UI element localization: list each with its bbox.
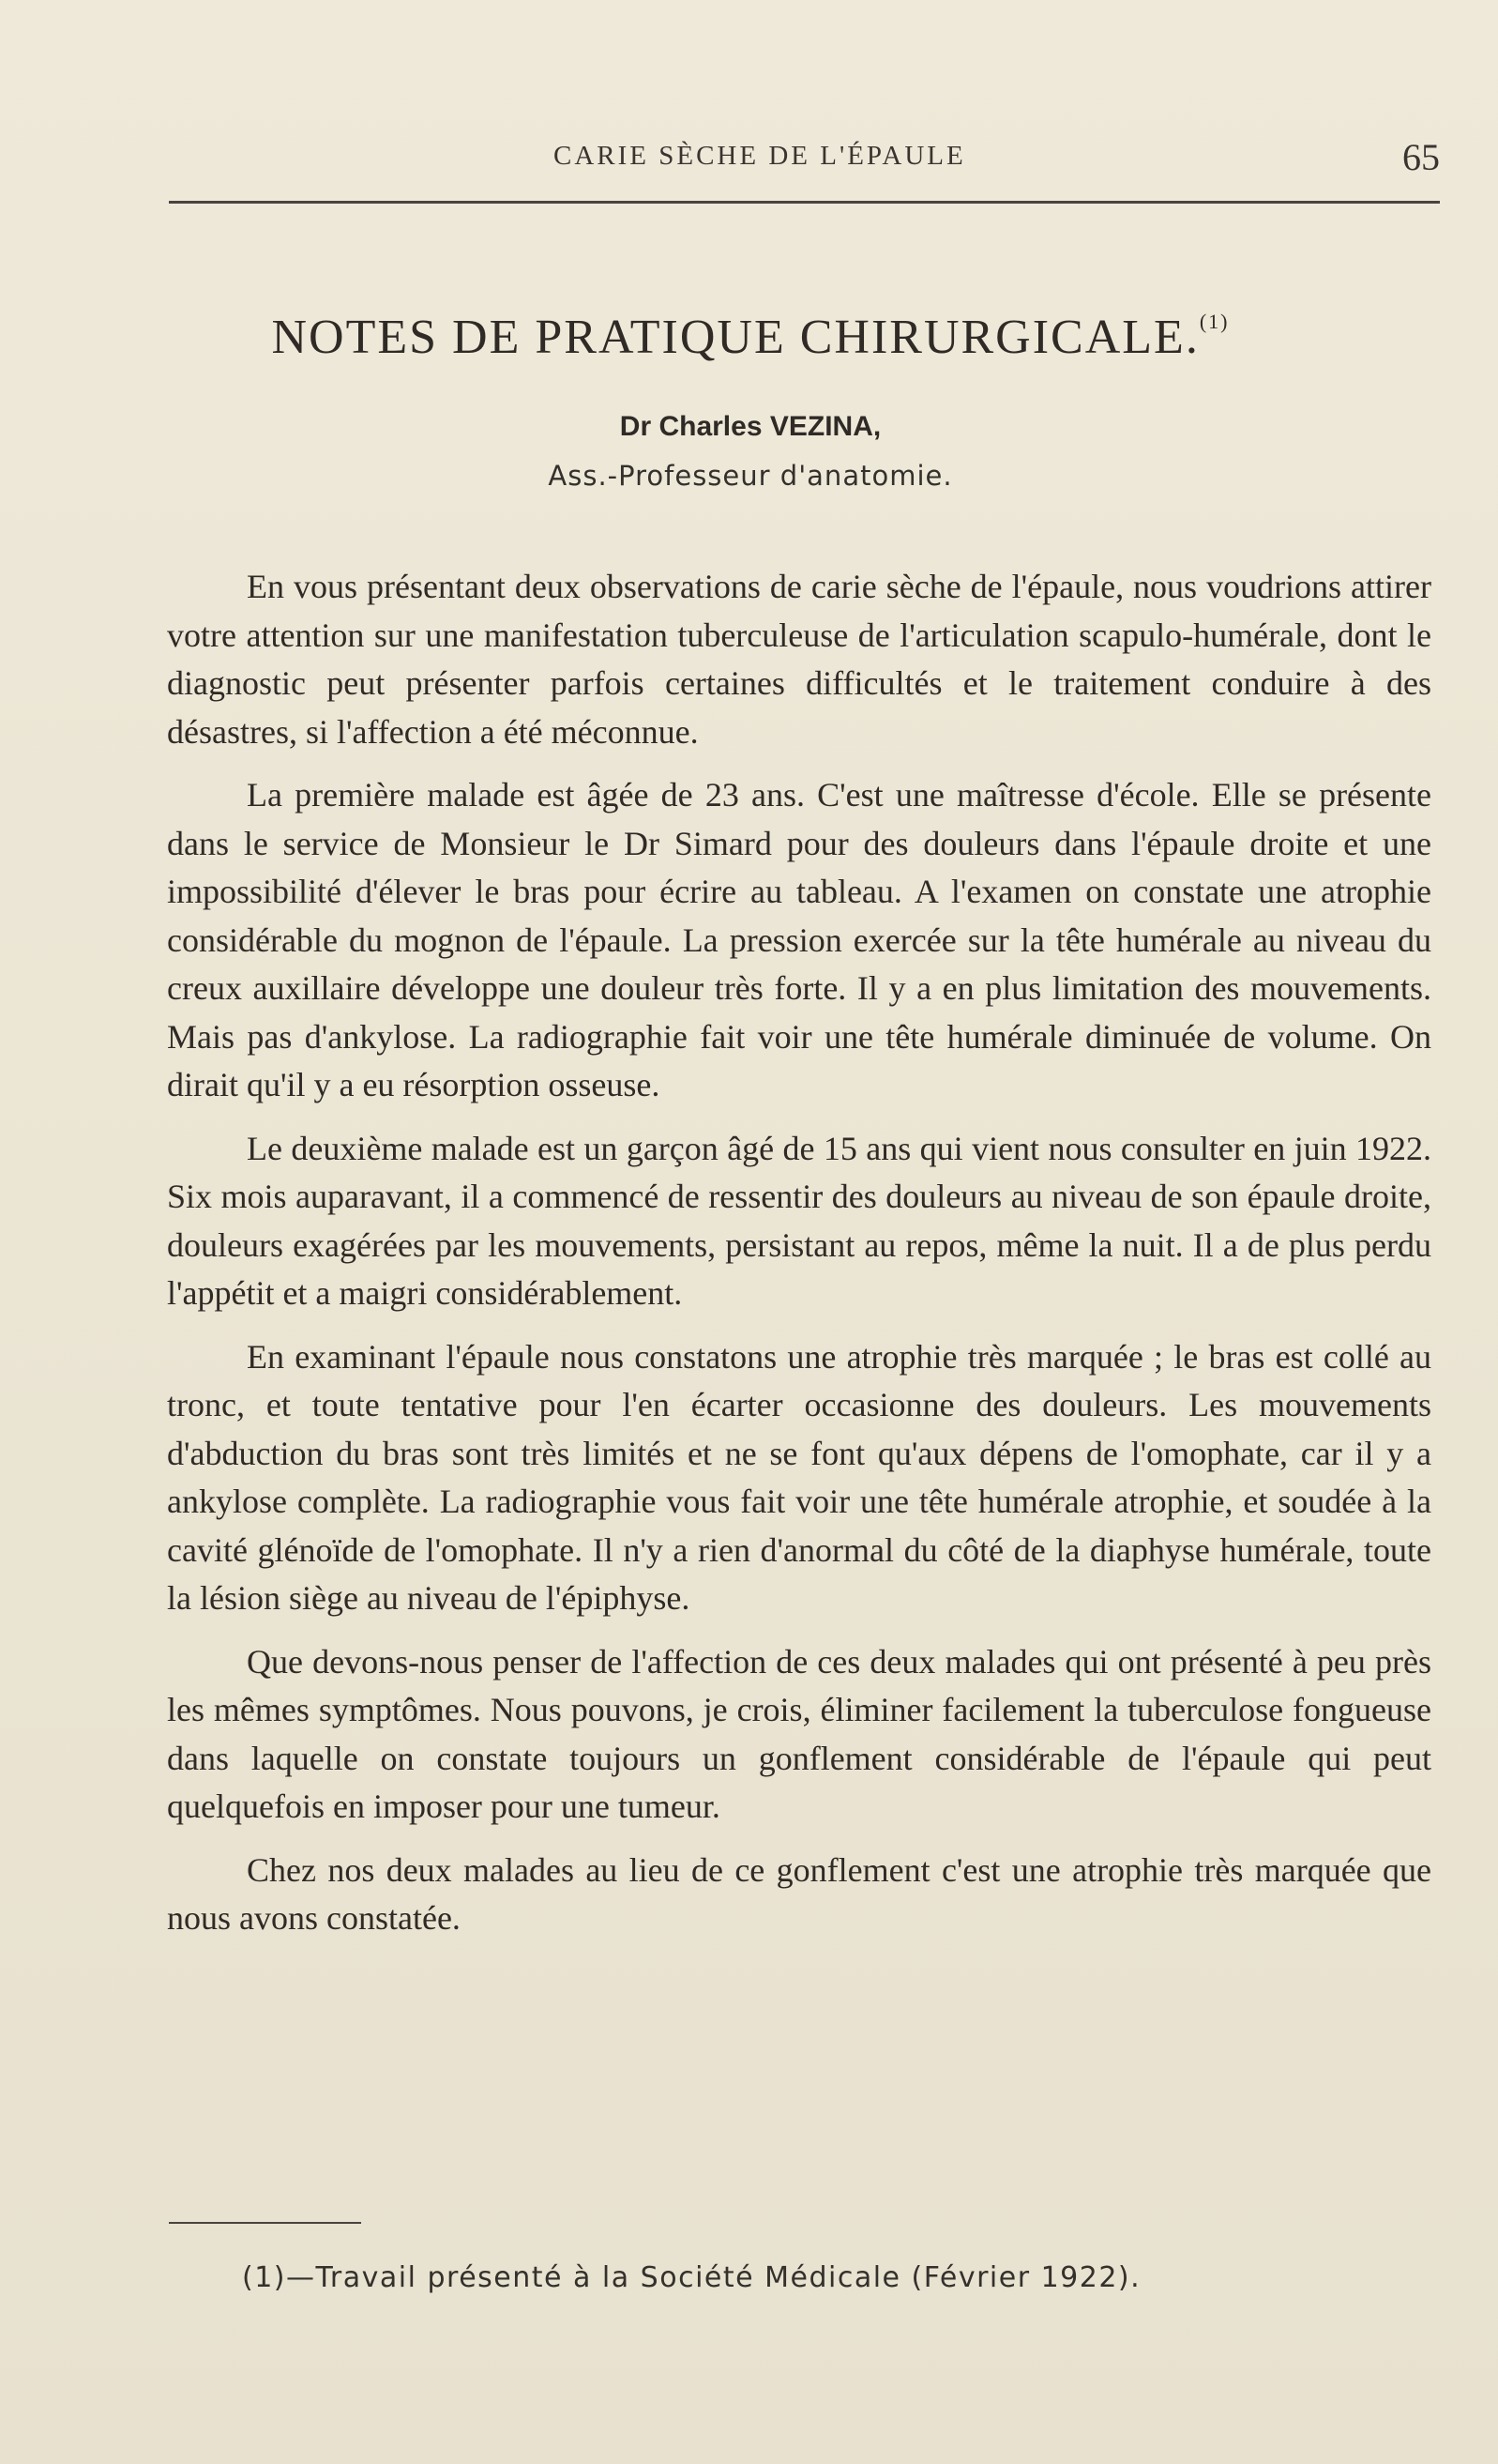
page-number: 65 — [1402, 136, 1440, 178]
paragraph: La première malade est âgée de 23 ans. C'est une maîtresse d'école. Elle se présente dans le service de Monsieur le Dr Simard pour des douleurs dans l'épaule droite et une impossibilité d'élever le bras pour écrire au tableau. A l'examen on constate une atrophie considérable du mognon de l'épaule. La pression exercée sur la tête humérale au niveau du creux auxillaire développe une douleur très forte. Il y a en plus limitation des mouvements. Mais pas d'ankylose. La radiographie fait voir une tête humérale diminuée de volume. On dirait qu'il y a eu résorption osseuse. — [167, 776, 1431, 1103]
paragraph: Chez nos deux malades au lieu de ce gonflement c'est une atrophie très marquée que nous avons constatée. — [167, 1850, 1431, 1937]
header-rule — [169, 201, 1440, 204]
article-title-text: NOTES DE PRATIQUE CHIRURGICALE. — [271, 311, 1200, 364]
footnote-rule — [169, 2222, 361, 2224]
article-title — [169, 310, 1332, 365]
author-name: Dr Charles VEZINA, — [619, 411, 882, 442]
page-header — [169, 136, 1440, 178]
author-affiliation: Ass.-Professeur d'anatomie. — [548, 460, 953, 492]
paragraph: Le deuxième malade est un garçon âgé de 15 ans qui vient nous consulter en juin 1922. Six mois auparavant, il a commencé de ressentir des douleurs au niveau de son épaule droite, douleurs exagérées par les mouvements, persistant au repos, même la nuit. Il a de plus perdu l'appétit et a maigri considérablement. — [167, 1129, 1431, 1312]
title-footnote-marker: (1) — [1199, 310, 1230, 333]
footnote: (1)—Travail présenté à la Société Médicale (Février 1922). — [242, 2261, 1142, 2294]
paragraph: En vous présentant deux observations de carie sèche de l'épaule, nous voudrions attirer votre attention sur une manifestation tuberculeuse de l'articulation scapulo-humérale, dont le diagnostic peut présenter parfois certaines difficultés et le traitement conduire à des désastres, si l'affection a été méconnue. — [167, 568, 1431, 751]
article-body — [167, 563, 1431, 1958]
paragraph: Que devons-nous penser de l'affection de ces deux malades qui ont présenté à peu près les mêmes symptômes. Nous pouvons, je crois, éliminer facilement la tuberculose fongueuse dans laquelle on constate toujours un gonflement considérable de l'épaule qui peut quelquefois en imposer pour une tumeur. — [167, 1642, 1431, 1825]
paragraph: En examinant l'épaule nous constatons une atrophie très marquée ; le bras est collé au tronc, et toute tentative pour l'en écarter occasionne des douleurs. Les mouvements d'abduction du bras sont très limités et ne se font qu'aux dépens de l'omophate, car il y a ankylose complète. La radiographie vous fait voir une tête humérale atrophie, et soudée à la cavité glénoïde de l'omophate. Il n'y a rien d'anormal du côté de la diaphyse humérale, toute la lésion siège au niveau de l'épiphyse. — [167, 1337, 1431, 1617]
running-title: CARIE SÈCHE DE L'ÉPAULE — [553, 141, 966, 171]
